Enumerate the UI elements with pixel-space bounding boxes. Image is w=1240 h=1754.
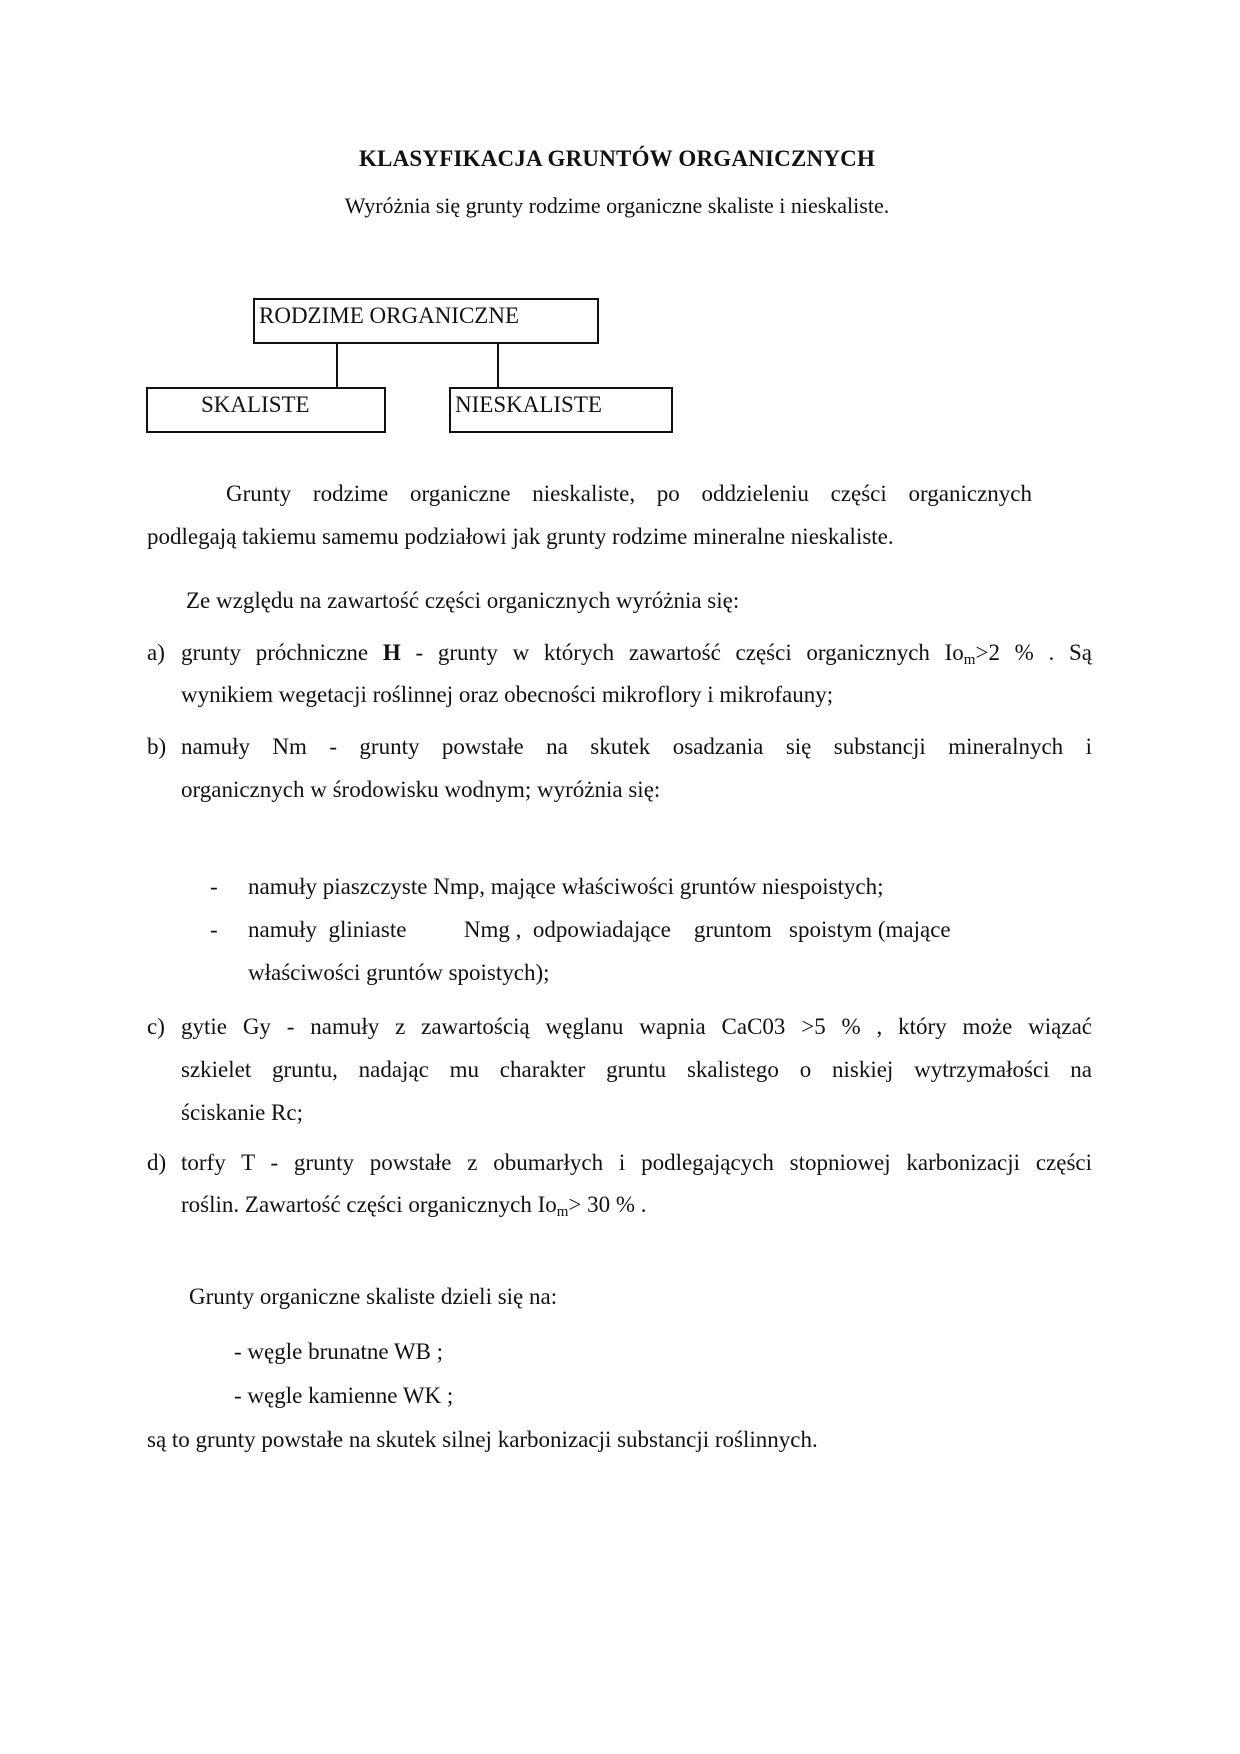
list-item-d-line2: roślin. Zawartość części organicznych $Io_m> 30$ % .	[181, 1192, 647, 1220]
list-item-b-line1: namuły Nm - grunty powstałe na skutek osadzania się substancji mineralnych i	[181, 734, 1092, 759]
document-title: KLASYFIKACJA GRUNTÓW ORGANICZNYCH	[358, 146, 876, 171]
paragraph-2-intro: Ze względu na zawartość części organicznych wyróżnia się:	[186, 588, 740, 613]
sublist-item-2-line2: właściwości gruntów spoistych);	[248, 960, 550, 985]
list-marker-d: d)	[147, 1150, 167, 1175]
rocky-item-hard-coal: - węgle kamienne WK ;	[234, 1383, 454, 1408]
list-item-d-line1: torfy T - grunty powstałe z obumarłych i podlegających stopniowej karbonizacji części	[181, 1150, 1092, 1175]
diagram-right-label: NIESKALISTE	[455, 392, 602, 417]
diagram-root-label: RODZIME ORGANICZNE	[259, 303, 520, 328]
rocky-closing: są to grunty powstałe na skutek silnej karbonizacji substancji roślinnych.	[147, 1427, 818, 1452]
paragraph-1-line1: Grunty rodzime organiczne nieskaliste, po oddzieleniu części organicznych	[226, 481, 1032, 506]
list-marker-c: c)	[147, 1014, 165, 1039]
list-marker-b: b)	[147, 734, 167, 759]
list-item-c-line2: szkielet gruntu, nadając mu charakter gruntu skalistego o niskiej wytrzymałości na	[181, 1057, 1092, 1082]
list-marker-a: a)	[147, 640, 165, 665]
diagram-left-box	[146, 387, 386, 433]
sublist-item-1: namuły piaszczyste Nmp, mające właściwości gruntów niespoistych;	[248, 874, 884, 899]
diagram-left-label: SKALISTE	[201, 392, 310, 417]
list-item-a-line2: wynikiem wegetacji roślinnej oraz obecności mikroflory i mikrofauny;	[181, 682, 834, 707]
list-item-c-line3: ściskanie Rc;	[181, 1100, 303, 1125]
rocky-item-brown-coal: - węgle brunatne WB ;	[234, 1339, 444, 1364]
list-item-b-line2: organicznych w środowisku wodnym; wyróżnia się:	[181, 777, 661, 802]
diagram-connector-right	[497, 344, 499, 388]
sublist-dash-2: -	[210, 917, 218, 942]
paragraph-1-line2: podlegają takiemu samemu podziałowi jak grunty rodzime mineralne nieskaliste.	[147, 524, 894, 549]
sublist-item-2-line1: namuły gliniaste Nmg , odpowiadające gruntom spoistym (mające	[248, 917, 951, 942]
sublist-dash-1: -	[210, 874, 218, 899]
diagram-right-box	[449, 387, 673, 433]
diagram-root-box	[253, 298, 599, 344]
diagram-connector-left	[336, 344, 338, 388]
list-item-c-line1: gytie Gy - namuły z zawartością węglanu wapnia CaC03 >5 % , który może wiązać	[181, 1014, 1092, 1039]
list-item-a-line1: grunty próchniczne H - grunty w których zawartość części organicznych $Io_m>2$ % . Są	[181, 640, 1092, 668]
rocky-intro: Grunty organiczne skaliste dzieli się na:	[189, 1284, 558, 1309]
document-subtitle: Wyróżnia się grunty rodzime organiczne skaliste i nieskaliste.	[344, 193, 890, 218]
